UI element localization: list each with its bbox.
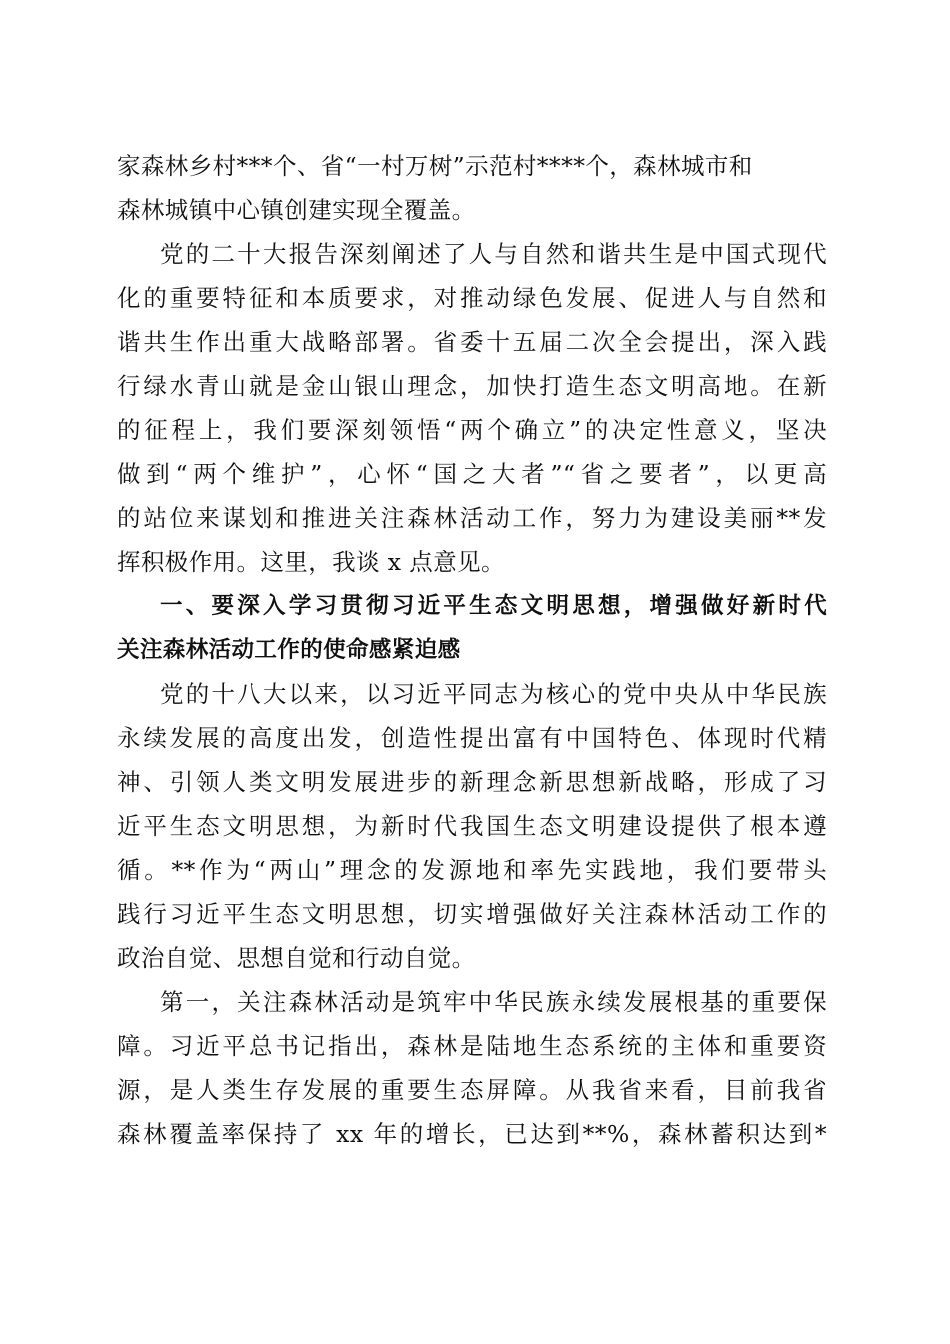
text-line: 家森林乡村***个、省“一村万树”示范村****个，森林城市和 [117,152,753,180]
text-line: 行绿水青山就是金山银山理念，加快打造生态文明高地。在新 [117,372,827,400]
text-line: 近平生态文明思想，为新时代我国生态文明建设提供了根本遵 [117,812,827,840]
text-line: 的征程上，我们要深刻领悟“两个确立”的决定性意义，坚决 [117,416,827,444]
text-line: 践行习近平生态文明思想，切实增强做好关注森林活动工作的 [117,900,827,928]
paragraph-first-line: 党的十八大以来，以习近平同志为核心的党中央从中华民族 [160,680,827,708]
text-line: 谐共生作出重大战略部署。省委十五届二次全会提出，深入践 [117,328,827,356]
text-line: 循。**作为“两山”理念的发源地和率先实践地，我们要带头 [117,856,827,884]
text-line: 源，是人类生存发展的重要生态屏障。从我省来看，目前我省 [117,1076,827,1104]
text-line: 挥积极作用。这里，我谈 x 点意见。 [117,548,505,576]
text-line: 永续发展的高度出发，创造性提出富有中国特色、体现时代精 [117,724,827,752]
paragraph-first-line: 第一，关注森林活动是筑牢中华民族永续发展根基的重要保 [160,988,827,1016]
text-line: 政治自觉、思想自觉和行动自觉。 [117,944,476,972]
section-heading: 一、要深入学习贯彻习近平生态文明思想，增强做好新时代 [160,593,827,619]
text-line: 森林覆盖率保持了 xx 年的增长，已达到**%，森林蓄积达到* [117,1120,827,1148]
text-line: 障。习近平总书记指出，森林是陆地生态系统的主体和重要资 [117,1032,827,1060]
section-heading: 关注森林活动工作的使命感紧迫感 [117,637,461,663]
paragraph-first-line: 党的二十大报告深刻阐述了人与自然和谐共生是中国式现代 [160,240,827,268]
text-line: 森林城镇中心镇创建实现全覆盖。 [117,196,476,224]
text-line: 化的重要特征和本质要求，对推动绿色发展、促进人与自然和 [117,284,827,312]
text-line: 做到“两个维护”，心怀“国之大者”“省之要者”，以更高 [117,460,827,488]
text-line: 神、引领人类文明发展进步的新理念新思想新战略，形成了习 [117,768,827,796]
text-line: 的站位来谋划和推进关注森林活动工作，努力为建设美丽**发 [117,504,827,532]
